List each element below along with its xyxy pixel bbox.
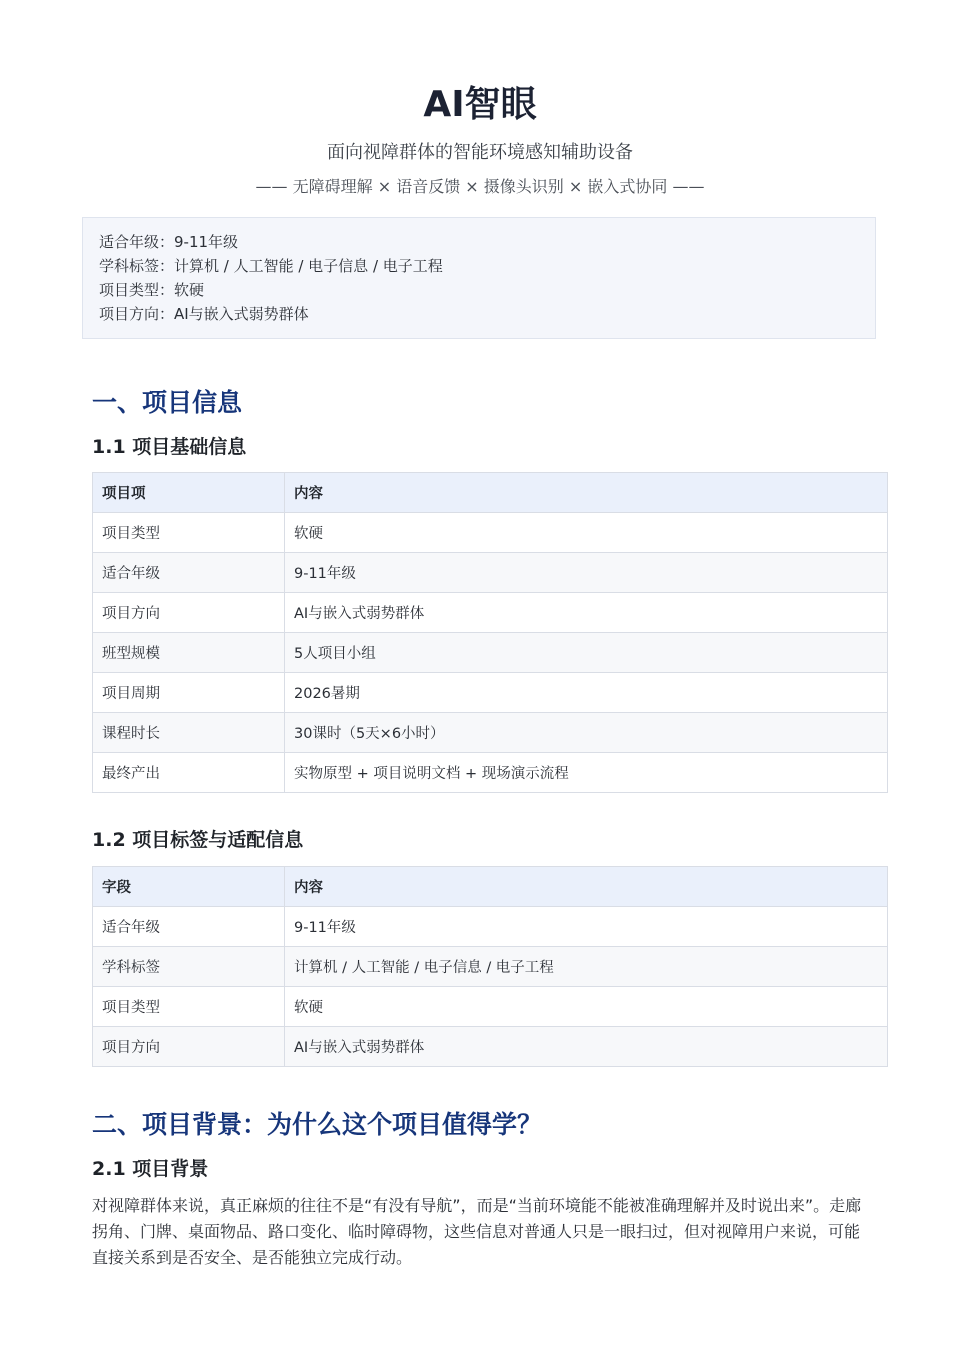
table-cell: 30课时（5天×6小时）	[285, 713, 888, 753]
table-cell: 软硬	[285, 513, 888, 553]
table-cell: 项目方向	[93, 1027, 285, 1067]
table-cell: AI与嵌入式弱势群体	[285, 593, 888, 633]
table-cell: 课程时长	[93, 713, 285, 753]
project-meta-box	[82, 217, 876, 339]
table-header-cell: 项目项	[93, 473, 285, 513]
table-row	[93, 907, 888, 947]
meta-grade: 适合年级：9-11年级	[99, 233, 239, 251]
table-cell: 适合年级	[93, 907, 285, 947]
table-row	[93, 753, 888, 793]
table-row	[93, 673, 888, 713]
table-cell: 最终产出	[93, 753, 285, 793]
section-heading-project-info: 一、项目信息	[92, 388, 243, 417]
subsection-heading-tags: 1.2 项目标签与适配信息	[92, 829, 304, 851]
meta-subjects: 学科标签：计算机 / 人工智能 / 电子信息 / 电子工程	[99, 257, 443, 275]
table-header-row	[93, 473, 888, 513]
table-header-cell: 内容	[285, 473, 888, 513]
table-header-row	[93, 867, 888, 907]
table-cell: 项目方向	[93, 593, 285, 633]
tags-table	[92, 866, 888, 1067]
table-cell: 2026暑期	[285, 673, 888, 713]
document-subtitle: 面向视障群体的智能环境感知辅助设备	[327, 142, 633, 163]
section-heading-background: 二、项目背景：为什么这个项目值得学？	[92, 1110, 543, 1139]
table-cell: 适合年级	[93, 553, 285, 593]
table-header-cell: 字段	[93, 867, 285, 907]
table-cell: 项目类型	[93, 513, 285, 553]
meta-direction: 项目方向：AI与嵌入式弱势群体	[99, 305, 309, 323]
table-row	[93, 593, 888, 633]
table-cell: 软硬	[285, 987, 888, 1027]
subsection-heading-basic-info: 1.1 项目基础信息	[92, 436, 247, 458]
table-row	[93, 633, 888, 673]
table-row	[93, 947, 888, 987]
table-cell: 5人项目小组	[285, 633, 888, 673]
table-cell: 9-11年级	[285, 907, 888, 947]
background-paragraph: 对视障群体来说，真正麻烦的往往不是“有没有导航”，而是“当前环境能不能被准确理解并及时说出来”。走廊拐角、门牌、桌面物品、路口变化、临时障碍物，这些信息对普通人只是一眼扫过，但对视障用户来说，可能直接关系到是否安全、是否能独立完成行动。	[92, 1196, 862, 1267]
table-row	[93, 987, 888, 1027]
table-cell: 项目类型	[93, 987, 285, 1027]
document-tagline: —— 无障碍理解 × 语音反馈 × 摄像头识别 × 嵌入式协同 ——	[255, 177, 705, 196]
table-cell: 班型规模	[93, 633, 285, 673]
table-row	[93, 1027, 888, 1067]
table-row	[93, 553, 888, 593]
subsection-heading-background: 2.1 项目背景	[92, 1158, 209, 1180]
table-cell: 实物原型 + 项目说明文档 + 现场演示流程	[285, 753, 888, 793]
table-row	[93, 713, 888, 753]
table-row	[93, 513, 888, 553]
table-cell: 项目周期	[93, 673, 285, 713]
table-cell: 9-11年级	[285, 553, 888, 593]
table-cell: 计算机 / 人工智能 / 电子信息 / 电子工程	[285, 947, 888, 987]
meta-type: 项目类型：软硬	[99, 281, 205, 299]
table-cell: AI与嵌入式弱势群体	[285, 1027, 888, 1067]
document-title: AI智眼	[423, 84, 537, 125]
table-cell: 学科标签	[93, 947, 285, 987]
table-header-cell: 内容	[285, 867, 888, 907]
basic-info-table	[92, 472, 888, 793]
